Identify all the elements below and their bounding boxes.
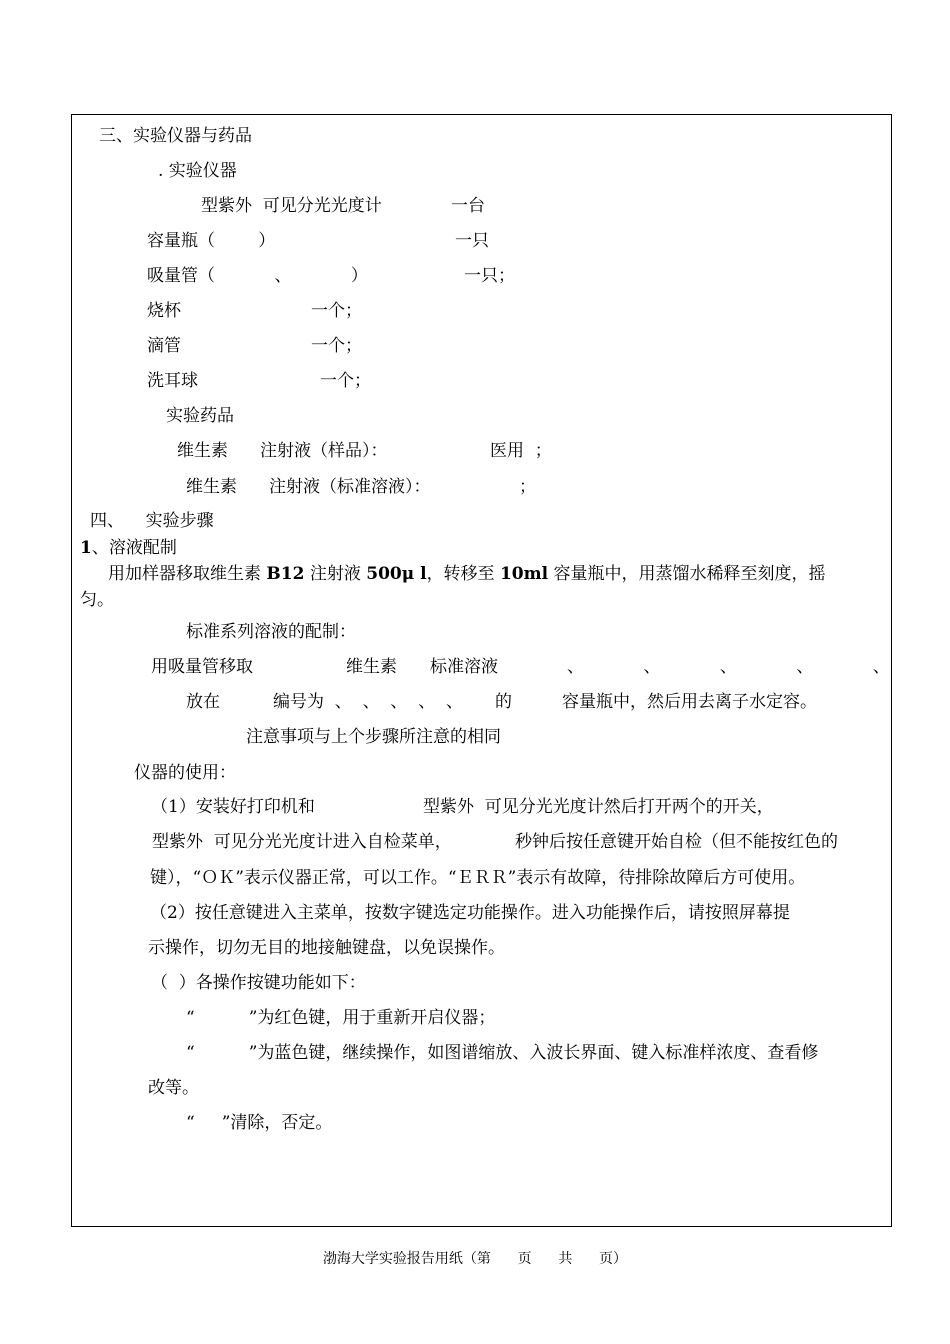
drug-name: 维生素 [186, 477, 237, 497]
instrument-name: 烧杯 [147, 301, 181, 321]
drug-name: 维生素 [177, 441, 228, 461]
std-text: 的 [495, 692, 512, 712]
instrument-name: 滴管 [147, 336, 181, 356]
drugs-heading: 实验药品 [166, 406, 234, 426]
step-1-title [80, 538, 177, 558]
note-text: 注意事项与上个步骤所注意的相同 [246, 727, 501, 747]
instrument-qty: 一个； [311, 336, 362, 356]
instrument-qty: 一只； [464, 266, 515, 286]
usage-line: 示操作，切勿无目的地接触键盘，以免误操作。 [148, 938, 505, 958]
std-text: 标准溶液 [430, 657, 498, 677]
text-run: 注射液 [304, 564, 367, 584]
drug-grade: ； [519, 477, 536, 497]
text-run: ，转移至 [426, 564, 500, 584]
step-1-paragraph-line2: 匀。 [80, 590, 114, 610]
instrument-name: 吸量管（ 、 ） [147, 266, 368, 286]
usage-line: “ ”为蓝色键，继续操作，如图谱缩放、入波长界面、键入标准样浓度、查看修 [186, 1043, 819, 1063]
text-run: 用加样器移取维生素 [108, 564, 267, 584]
instrument-qty: 一个； [320, 371, 371, 391]
drug-type: 注射液（样品）： [260, 441, 388, 461]
instruments-heading: . 实验仪器 [158, 161, 237, 181]
step-1-paragraph [108, 564, 825, 584]
usage-line: （1）安装好打印机和 [151, 797, 315, 817]
std-text: 放在 [186, 692, 220, 712]
usage-line: 键），“ＯＫ”表示仪器正常，可以工作。“ＥＲＲ”表示有故障，待排除故障后方可使用。 [150, 868, 806, 888]
instrument-qty: 一个； [311, 301, 362, 321]
std-text: 维生素 [346, 657, 397, 677]
usage-line: 改等。 [148, 1078, 199, 1098]
flask-volume-label: 10ml [499, 564, 549, 584]
usage-line: 型紫外 可见分光光度计进入自检菜单， [152, 832, 452, 852]
standard-series-heading: 标准系列溶液的配制： [186, 622, 356, 642]
usage-line: （2）按任意键进入主菜单，按数字键选定功能操作。进入功能操作后，请按照屏幕提 [150, 903, 790, 923]
usage-line: 秒钟后按任意键开始自检（但不能按红色的 [515, 832, 838, 852]
drug-type: 注射液（标准溶液）： [269, 477, 431, 497]
std-text: 容量瓶中，然后用去离子水定容。 [562, 692, 817, 712]
usage-line: 型紫外 可见分光光度计然后打开两个的开关， [423, 797, 774, 817]
section-3-heading: 三、实验仪器与药品 [99, 126, 252, 146]
drug-grade: 医用 ； [490, 441, 552, 461]
std-text: 编号为 、 、 、 、 、 [273, 692, 464, 712]
instrument-qty: 一只 [455, 231, 489, 251]
usage-line: “ ”清除，否定。 [186, 1113, 333, 1133]
std-text: 用吸量管移取 [151, 657, 253, 677]
std-text: 、 、 、 、 、 [567, 657, 890, 677]
step-number: 1 [80, 538, 92, 558]
text-run: 容量瓶中，用蒸馏水稀释至刻度，摇 [548, 564, 826, 584]
instrument-qty: 一台 [451, 196, 485, 216]
usage-line: （ ）各操作按键功能如下： [151, 973, 366, 993]
usage-line: “ ”为红色键，用于重新开启仪器； [186, 1008, 496, 1028]
step-title-text: 、溶液配制 [91, 538, 177, 558]
instrument-name: 容量瓶（ ） [147, 231, 276, 251]
vitamin-label: B12 [266, 564, 305, 584]
instrument-name: 型紫外 可见分光光度计 [201, 196, 382, 216]
volume-label: 500μ l [366, 564, 427, 584]
usage-heading: 仪器的使用： [134, 763, 236, 783]
page-footer: 渤海大学实验报告用纸（第 页 共 页） [322, 1251, 628, 1267]
instrument-name: 洗耳球 [147, 371, 198, 391]
section-4-heading: 四、 实验步骤 [90, 511, 214, 531]
